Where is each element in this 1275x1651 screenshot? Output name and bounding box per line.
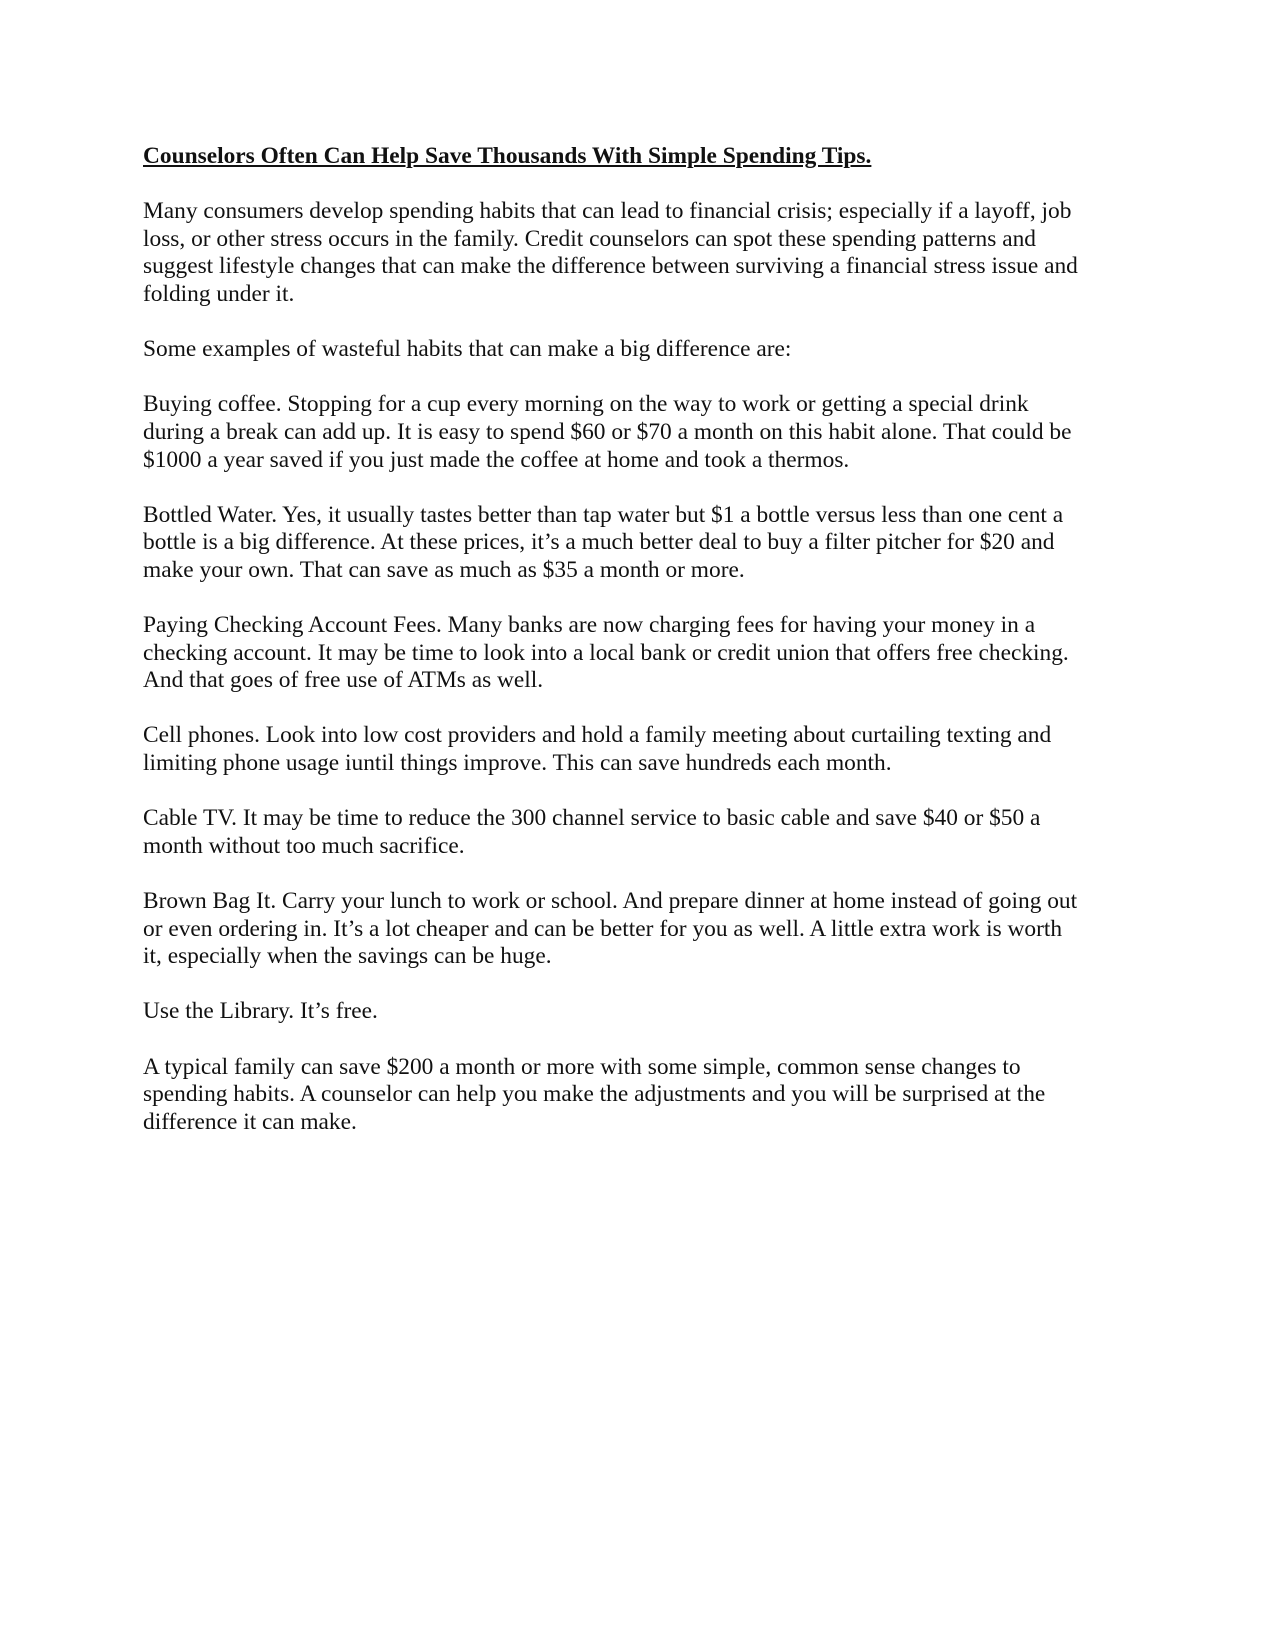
paragraph-library: Use the Library. It’s free.	[143, 998, 378, 1025]
paragraph-buying-coffee: Buying coffee. Stopping for a cup every morning on the way to work or getting a special drink during a break can add up. It is easy to spend $60 or $70 a month on this habit alone. That could be $1000 a year saved if you just made the coffee at home and took a thermos.	[143, 391, 1072, 473]
paragraph-cable-tv: Cable TV. It may be time to reduce the 300 channel service to basic cable and save $40 or $50 a month without too much sacrifice.	[143, 805, 1041, 859]
document-page	[143, 143, 1083, 1164]
paragraph-cell-phones: Cell phones. Look into low cost providers and hold a family meeting about curtailing texting and limiting phone usage iuntil things improve. This can save hundreds each month.	[143, 722, 1052, 777]
paragraph-checking-fees: Paying Checking Account Fees. Many banks are now charging fees for having your money in a checking account. It may be time to look into a local bank or credit union that offers free checking. And that goes of free use of ATMs as well.	[143, 612, 1069, 694]
paragraph-brown-bag: Brown Bag It. Carry your lunch to work or school. And prepare dinner at home instead of going out or even ordering in. It’s a lot cheaper and can be better for you as well. A little extra work is worth it, especially when the savings can be huge.	[143, 888, 1078, 970]
paragraph-examples-lead: Some examples of wasteful habits that can make a big difference are:	[143, 336, 792, 363]
document-title: Counselors Often Can Help Save Thousands With Simple Spending Tips.	[143, 143, 872, 169]
paragraph-intro: Many consumers develop spending habits that can lead to financial crisis; especially if a layoff, job loss, or other stress occurs in the family. Credit counselors can spot these spending patterns and suggest lifestyle changes that can make the difference between surviving a financial stress issue and folding under it.	[143, 198, 1078, 307]
paragraph-conclusion: A typical family can save $200 a month or more with some simple, common sense changes to spending habits. A counselor can help you make the adjustments and you will be surprised at the difference it can make.	[143, 1053, 1046, 1135]
paragraph-bottled-water: Bottled Water. Yes, it usually tastes better than tap water but $1 a bottle versus less than one cent a bottle is a big difference. At these prices, it’s a much better deal to buy a filter pitcher for $20 and make your own. That can save as much as $35 a month or more.	[143, 501, 1064, 583]
